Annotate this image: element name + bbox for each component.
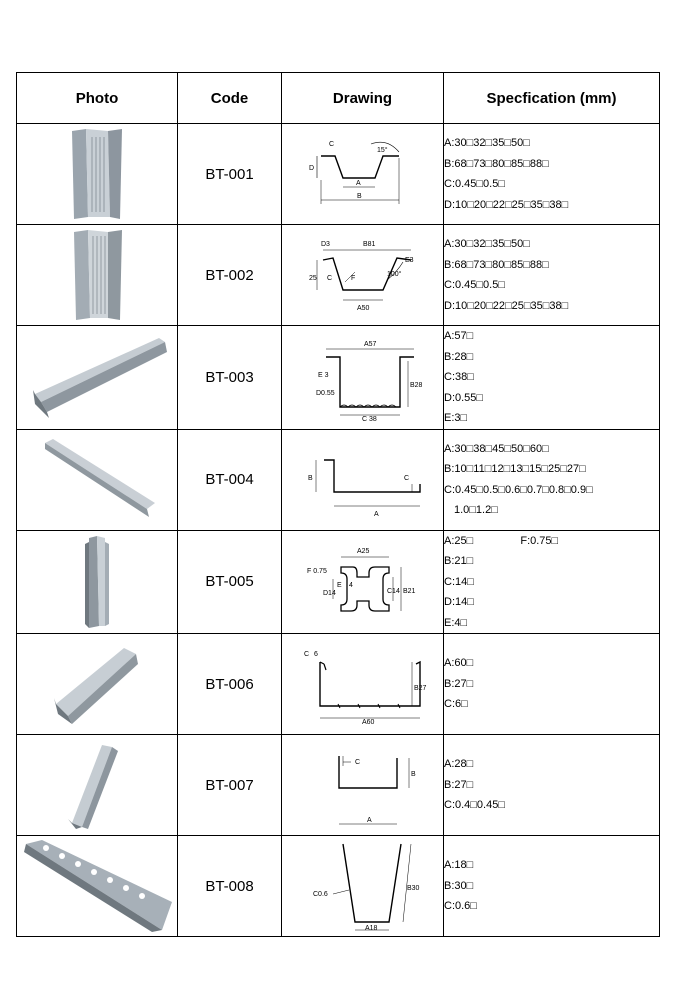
spec-line: B:30□ <box>444 879 474 892</box>
spec-line: C:38□ <box>444 371 474 383</box>
spec-line: A:28□ <box>444 758 474 771</box>
dim-label-b: B <box>410 771 416 778</box>
spec-f: F:0.75□ <box>520 534 559 547</box>
dim-label-e3: E 3 <box>317 372 329 380</box>
dim-label-a57: A57 <box>363 341 376 349</box>
spec-cell <box>444 836 660 937</box>
drawing-cell <box>282 429 444 530</box>
drawing-cell <box>282 124 444 225</box>
dim-label-a18: A18 <box>364 925 377 932</box>
product-photo <box>27 332 167 422</box>
dim-label-b81: B81 <box>362 241 375 248</box>
table-row <box>17 735 660 836</box>
spec-line: C:0.4□0.45□ <box>444 799 505 812</box>
dim-label-a: A <box>366 817 372 824</box>
drawing-cell <box>282 326 444 430</box>
drawing-cell <box>282 634 444 735</box>
spec-cell <box>444 124 660 225</box>
spec-line: D:14□ <box>444 596 474 608</box>
dim-label-b: B <box>307 474 313 482</box>
dim-label-c: C <box>326 275 332 282</box>
header-drawing: Drawing <box>282 73 444 124</box>
spec-line: A:18□ <box>444 859 474 872</box>
code-cell: BT-008 <box>178 836 282 937</box>
spec-cell <box>444 530 660 634</box>
dim-label-b28: B28 <box>409 382 422 390</box>
dim-label-angle: 100° <box>386 271 401 278</box>
spec-line: E:4□ <box>444 616 468 629</box>
product-photo <box>62 127 132 221</box>
spec-line: C:0.45□0.5□ <box>444 279 505 291</box>
dim-label-c14: C14 <box>386 587 400 595</box>
spec-line: D:10□20□22□25□35□38□ <box>444 299 569 312</box>
profile-drawing <box>307 132 419 216</box>
code-cell: BT-005 <box>178 530 282 634</box>
drawing-cell <box>282 225 444 326</box>
table-row <box>17 429 660 530</box>
dim-label-b21: B21 <box>402 587 415 595</box>
dim-label-b27: B27 <box>413 685 426 692</box>
dim-label-c: C <box>328 141 334 148</box>
drawing-cell <box>282 735 444 836</box>
spec-line: B:21□ <box>444 555 474 567</box>
dim-label-4: 4 <box>348 581 353 589</box>
profile-drawing <box>303 838 423 934</box>
spec-cell <box>444 634 660 735</box>
code-cell: BT-006 <box>178 634 282 735</box>
photo-cell <box>17 124 178 225</box>
code-cell: BT-007 <box>178 735 282 836</box>
spec-table <box>16 72 660 937</box>
spec-line: C:0.45□0.5□0.6□0.7□0.8□0.9□ <box>444 483 593 496</box>
header-photo: Photo <box>17 73 178 124</box>
spec-line: B:10□11□12□13□15□25□27□ <box>444 463 586 475</box>
profile-drawing <box>303 537 423 627</box>
header-row <box>17 73 660 124</box>
table-row <box>17 634 660 735</box>
dim-label-d055: D0.55 <box>315 390 335 398</box>
photo-cell <box>17 836 178 937</box>
spec-cell <box>444 326 660 430</box>
spec-line: C:6□ <box>444 698 468 711</box>
dim-label-d14: D14 <box>322 589 336 597</box>
dim-label-25: 25 <box>308 275 317 282</box>
drawing-cell <box>282 836 444 937</box>
photo-cell <box>17 735 178 836</box>
photo-cell <box>17 225 178 326</box>
spec-line: B:27□ <box>444 677 474 690</box>
photo-cell <box>17 634 178 735</box>
header-code: Code <box>178 73 282 124</box>
spec-line: C:0.45□0.5□ <box>444 178 505 190</box>
dim-label-b: B <box>356 193 362 200</box>
spec-cell <box>444 735 660 836</box>
photo-cell <box>17 326 178 430</box>
spec-cell <box>444 225 660 326</box>
product-photo <box>62 228 132 322</box>
profile-drawing <box>300 440 426 520</box>
table-row <box>17 124 660 225</box>
dim-label-c06: C0.6 <box>312 891 328 898</box>
product-photo <box>67 534 127 630</box>
spec-line: A:30□38□45□50□60□ <box>444 442 549 455</box>
profile-drawing <box>307 740 419 830</box>
spec-line: B:68□73□80□85□88□ <box>444 258 549 271</box>
spec-line: A:60□ <box>444 657 474 670</box>
dim-label-c: C <box>403 474 409 482</box>
product-photo <box>37 435 157 525</box>
spec-line: B:27□ <box>444 778 474 791</box>
table-row <box>17 530 660 634</box>
spec-line: C:14□ <box>444 575 474 588</box>
dim-label-f075: F 0.75 <box>306 567 327 575</box>
dim-label-a60: A60 <box>361 719 374 726</box>
drawing-cell <box>282 530 444 634</box>
dim-label-angle: 15° <box>376 147 388 154</box>
dim-label-c38: C 38 <box>361 416 377 422</box>
table-row <box>17 326 660 430</box>
spec-line: B:68□73□80□85□88□ <box>444 157 549 170</box>
product-photo <box>22 838 172 934</box>
dim-label-a25: A25 <box>356 547 369 555</box>
photo-cell <box>17 429 178 530</box>
spec-line: C:0.6□ <box>444 900 477 913</box>
code-cell: BT-001 <box>178 124 282 225</box>
code-cell: BT-004 <box>178 429 282 530</box>
table-row <box>17 225 660 326</box>
dim-label-a: A <box>373 510 379 518</box>
profile-drawing <box>304 333 422 421</box>
code-cell: BT-003 <box>178 326 282 430</box>
dim-label-c: C <box>354 759 360 766</box>
dim-label-a: A <box>355 180 361 187</box>
product-photo <box>52 642 142 726</box>
dim-label-b30: B30 <box>406 885 419 892</box>
photo-cell <box>17 530 178 634</box>
spec-line: A:30□32□35□50□ <box>444 137 530 149</box>
header-spec: Specfication (mm) <box>444 73 660 124</box>
spec-line: A:57□ <box>444 330 474 342</box>
spec-a: A:25□ <box>444 534 474 547</box>
product-photo <box>62 739 132 831</box>
dim-label-c: C <box>303 651 309 658</box>
dim-label-e: E <box>336 581 342 589</box>
spec-line: B:28□ <box>444 350 474 363</box>
spec-line: A:30□32□35□50□ <box>444 238 530 250</box>
dim-label-a50: A50 <box>356 305 369 312</box>
spec-line: E:3□ <box>444 412 468 424</box>
spec-line: D:10□20□22□25□35□38□ <box>444 198 569 211</box>
dim-label-6: 6 <box>313 651 318 658</box>
code-cell: BT-002 <box>178 225 282 326</box>
dim-label-d: D <box>308 165 314 172</box>
profile-drawing <box>298 642 428 726</box>
spec-line: D:0.55□ <box>444 391 484 404</box>
spec-cell <box>444 429 660 530</box>
table-row <box>17 836 660 937</box>
spec-line: 1.0□1.2□ <box>454 504 498 516</box>
profile-drawing <box>307 232 419 318</box>
dim-label-e3: E3 <box>404 257 414 264</box>
spec-line <box>444 531 659 552</box>
dim-label-d3: D3 <box>320 241 330 248</box>
dim-label-f: F <box>350 275 355 282</box>
